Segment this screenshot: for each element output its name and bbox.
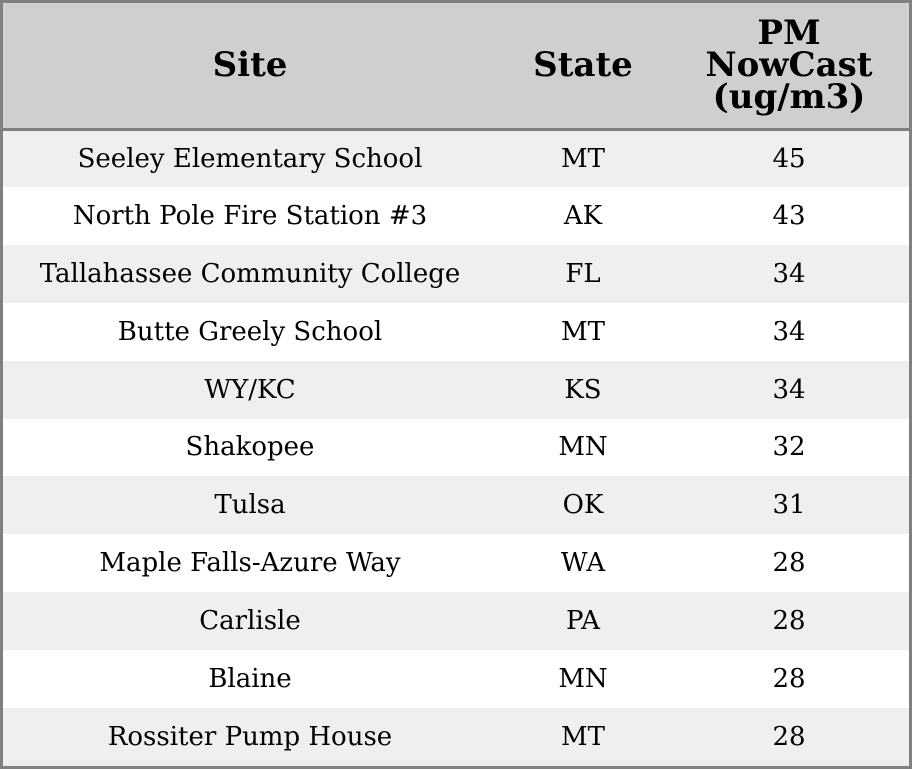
table-row <box>3 361 909 419</box>
cell-state: MT <box>561 722 605 753</box>
cell-pm: 34 <box>772 374 806 405</box>
table-row <box>3 650 909 708</box>
data-table <box>3 3 909 766</box>
cell-state: MT <box>561 143 605 174</box>
cell-pm: 28 <box>772 722 806 753</box>
cell-site: North Pole Fire Station #3 <box>72 200 428 231</box>
table-row <box>3 419 909 477</box>
cell-site: Butte Greely School <box>117 316 383 347</box>
column-header-site: Site <box>3 3 497 129</box>
cell-pm: 32 <box>772 432 806 463</box>
cell-pm: 31 <box>772 490 806 521</box>
table-row <box>3 129 909 187</box>
cell-pm: 28 <box>772 664 806 695</box>
cell-state: WA <box>560 548 606 579</box>
cell-state: MN <box>558 664 608 695</box>
cell-state: MN <box>558 432 608 463</box>
cell-pm: 34 <box>772 258 806 289</box>
cell-site: Seeley Elementary School <box>77 143 423 174</box>
table-row <box>3 534 909 592</box>
column-header-state: State <box>497 3 669 129</box>
cell-pm: 45 <box>772 143 806 174</box>
cell-site: Tulsa <box>214 490 286 521</box>
cell-state: OK <box>562 490 604 521</box>
cell-pm: 43 <box>772 200 806 231</box>
cell-pm: 28 <box>772 548 806 579</box>
column-header-pm-nowcast: PM NowCast (ug/m3) <box>669 3 909 129</box>
header-row <box>3 3 909 129</box>
cell-state: MT <box>561 316 605 347</box>
table-row <box>3 708 909 766</box>
cell-site: Shakopee <box>185 432 315 463</box>
cell-state: AK <box>563 200 603 231</box>
cell-pm: 28 <box>772 606 806 637</box>
table-row <box>3 592 909 650</box>
cell-state: FL <box>565 258 601 289</box>
cell-site: Maple Falls-Azure Way <box>99 548 401 579</box>
cell-site: Carlisle <box>199 606 301 637</box>
cell-pm: 34 <box>772 316 806 347</box>
cell-state: PA <box>566 606 600 637</box>
cell-site: Rossiter Pump House <box>107 722 393 753</box>
cell-site: Tallahassee Community College <box>39 258 461 289</box>
cell-site: WY/KC <box>204 374 296 405</box>
table-header <box>3 3 909 129</box>
cell-site: Blaine <box>208 664 292 695</box>
table-row <box>3 245 909 303</box>
table-row <box>3 303 909 361</box>
table-row <box>3 187 909 245</box>
cell-state: KS <box>564 374 602 405</box>
table-row <box>3 476 909 534</box>
table-body <box>3 129 909 766</box>
